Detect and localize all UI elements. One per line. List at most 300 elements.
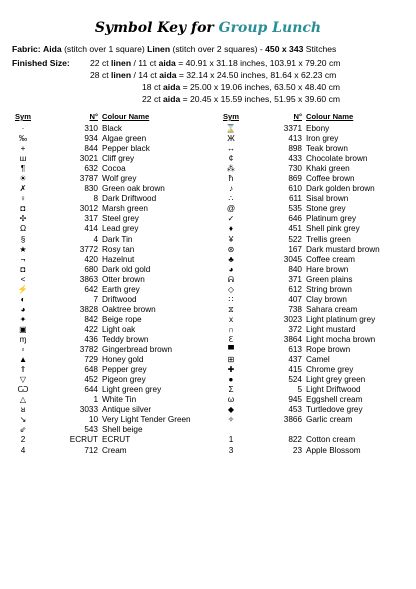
table-row: [214, 134, 412, 144]
table-row: [6, 305, 206, 315]
table-row: [214, 325, 412, 335]
colour-name-cell: Coffee brown: [306, 174, 355, 184]
colour-number-cell: 945: [288, 395, 302, 405]
colour-name-cell: Earth grey: [102, 284, 140, 294]
symbol-cell: x: [228, 314, 234, 324]
colour-number-cell: 407: [288, 294, 302, 304]
table-row: [6, 285, 206, 295]
colour-name-cell: Teddy brown: [102, 334, 149, 344]
fs-dimensions: = 25.00 x 19.06 inches, 63.50 x 48.40 cm: [180, 82, 341, 92]
symbol-cell: ш: [19, 154, 27, 164]
colour-number-cell: 524: [288, 375, 302, 385]
colour-number-cell: 612: [288, 284, 302, 294]
table-row: [6, 245, 206, 255]
colour-name-cell: Otter brown: [102, 274, 145, 284]
symbol-cell: ¢: [228, 154, 234, 164]
colour-number-cell: 3828: [79, 304, 98, 314]
colour-name-cell: Garlic cream: [306, 415, 353, 425]
symbol-cell: ¥: [228, 234, 234, 244]
symbol-cell: △: [19, 395, 27, 405]
table-row: [6, 275, 206, 285]
table-row: [6, 425, 206, 435]
colour-name-cell: Rosy tan: [102, 244, 135, 254]
symbol-cell: 1: [228, 435, 234, 445]
colour-name-cell: String brown: [306, 284, 352, 294]
symbol-cell: ◘: [20, 264, 26, 274]
colour-name-cell: Pigeon grey: [102, 375, 146, 385]
colour-number-cell: 3772: [79, 244, 98, 254]
symbol-cell: ✦: [19, 314, 27, 324]
colour-number-cell: 3866: [283, 415, 302, 425]
symbol-cell: ⧖: [228, 304, 234, 314]
table-row: [214, 446, 412, 456]
colour-name-cell: Antique silver: [102, 405, 152, 415]
symbol-cell: ℇ: [228, 334, 234, 344]
symbol-cell: ∩: [228, 324, 234, 334]
colour-number-cell: 3782: [79, 345, 98, 355]
symbol-cell: ◐: [20, 294, 26, 304]
colour-number-cell: 452: [84, 375, 98, 385]
table-row: [6, 174, 206, 184]
colour-number-cell: 822: [288, 435, 302, 445]
fabric-linen: Linen: [147, 44, 171, 54]
colour-name-cell: Pepper black: [102, 144, 150, 154]
symbol-key-table-left: [6, 112, 206, 456]
stitches-word: Stitches: [305, 44, 337, 54]
table-row: [214, 144, 412, 154]
colour-number-cell: 712: [84, 445, 98, 455]
left-table-body: [6, 124, 206, 456]
symbol-cell: ᕱ: [227, 274, 235, 284]
table-row: [6, 255, 206, 265]
colour-name-cell: Stone grey: [306, 204, 346, 214]
colour-name-column-header: Colour Name: [102, 112, 150, 121]
colour-number-cell: 3012: [79, 204, 98, 214]
table-header-row: [214, 112, 412, 124]
colour-number-cell: 413: [288, 134, 302, 144]
table-row: [214, 194, 412, 204]
symbol-cell: ▫: [21, 345, 25, 355]
colour-name-cell: Turtledove grey: [306, 405, 363, 415]
colour-number-cell: 1: [93, 395, 98, 405]
colour-name-cell: Shell pink grey: [306, 224, 360, 234]
symbol-cell: ⇙: [19, 425, 27, 435]
colour-number-cell: 3021: [79, 154, 98, 164]
symbol-cell: ▽: [19, 375, 27, 385]
symbol-cell: +: [20, 144, 26, 154]
symbol-cell: ⊛: [227, 244, 235, 254]
table-row: [6, 265, 206, 275]
sym-column-header: Sym: [14, 112, 32, 121]
symbol-cell: 3: [228, 445, 234, 455]
colour-name-cell: Sisal brown: [306, 194, 349, 204]
symbol-cell: ♣: [228, 254, 234, 264]
table-row: [214, 365, 412, 375]
table-row: [6, 214, 206, 224]
symbol-cell: ✓: [227, 214, 235, 224]
title-prefix: Symbol Key for: [94, 20, 219, 36]
colour-name-cell: Light mustard: [306, 324, 356, 334]
colour-name-cell: Hazelnut: [102, 254, 135, 264]
colour-number-cell: 898: [288, 144, 302, 154]
table-row: [214, 184, 412, 194]
colour-name-cell: Hare brown: [306, 264, 349, 274]
colour-number-cell: 414: [84, 224, 98, 234]
symbol-key-table-right: [214, 112, 412, 456]
symbol-cell: 2: [20, 435, 26, 445]
colour-number-cell: 3864: [283, 334, 302, 344]
symbol-cell: ⌛: [225, 124, 237, 133]
fs-fabric-2: aida: [158, 58, 176, 68]
fabric-label: Fabric:: [12, 44, 41, 54]
table-row: [214, 275, 412, 285]
symbol-cell: ¬: [20, 254, 26, 264]
table-row: [6, 204, 206, 214]
colour-number-cell: 437: [288, 355, 302, 365]
colour-name-cell: White Tin: [102, 395, 137, 405]
colour-number-cell: 680: [84, 264, 98, 274]
colour-number-cell: 10: [88, 415, 98, 425]
fs-count: 22 ct: [90, 58, 112, 68]
table-row: [6, 134, 206, 144]
table-row: [6, 446, 206, 456]
fs-fabric: aida: [163, 82, 181, 92]
fabric-line: [12, 44, 336, 54]
colour-name-cell: Pepper grey: [102, 365, 147, 375]
fs-count-2: / 11 ct: [131, 58, 159, 68]
colour-name-cell: Marsh green: [102, 204, 148, 214]
colour-name-cell: Chrome grey: [306, 365, 354, 375]
sym-column-header: Sym: [222, 112, 240, 121]
symbol-cell: ¶: [20, 164, 26, 174]
colour-name-cell: Cotton cream: [306, 435, 356, 445]
table-row: [214, 415, 412, 425]
fabric-linen-note: (stitch over 2 squares): [172, 44, 258, 54]
colour-name-cell: Very Light Tender Green: [102, 415, 191, 425]
table-row: [214, 285, 412, 295]
colour-number-cell: 372: [288, 324, 302, 334]
symbol-cell: ☀: [19, 174, 27, 184]
colour-number-cell: 5: [297, 385, 302, 395]
colour-name-cell: Green oak brown: [102, 184, 165, 194]
colour-name-cell: Chocolate brown: [306, 154, 368, 164]
table-row: [6, 415, 206, 425]
colour-number-cell: 648: [84, 365, 98, 375]
colour-number-cell: 840: [288, 264, 302, 274]
table-row: [214, 315, 412, 325]
colour-name-cell: Lead grey: [102, 224, 139, 234]
symbol-cell: ♀: [19, 194, 27, 204]
symbol-cell: Σ: [228, 385, 234, 395]
table-row: [6, 345, 206, 355]
fabric-dash: -: [259, 44, 263, 54]
symbol-cell: <: [20, 274, 26, 284]
table-row: [6, 335, 206, 345]
colour-number-cell: 646: [288, 214, 302, 224]
fs-fabric: linen: [111, 58, 132, 68]
colour-name-cell: Trellis green: [306, 234, 351, 244]
colour-number-cell: 371: [288, 274, 302, 284]
colour-name-cell: Light platinum grey: [306, 314, 376, 324]
colour-number-cell: 844: [84, 144, 98, 154]
fabric-aida: Aida: [43, 44, 62, 54]
symbol-cell: ♪: [228, 184, 234, 194]
colour-name-cell: Cliff grey: [102, 154, 135, 164]
finished-size-row: [142, 82, 340, 92]
colour-number-cell: 642: [84, 284, 98, 294]
symbol-cell: [214, 425, 248, 435]
colour-name-cell: Dark Driftwood: [102, 194, 157, 204]
symbol-cell: ✧: [227, 415, 235, 425]
table-row: [214, 395, 412, 405]
colour-number-cell: ECRUT: [69, 435, 98, 445]
table-row: [214, 335, 412, 345]
table-row: [6, 235, 206, 245]
colour-number-cell: 433: [288, 154, 302, 164]
colour-number-cell: 644: [84, 385, 98, 395]
table-row: [6, 164, 206, 174]
table-row: [214, 214, 412, 224]
table-row: [6, 144, 206, 154]
page-title: [0, 20, 416, 36]
fs-count: 18 ct: [142, 82, 164, 92]
colour-name-cell: Oaktree brown: [102, 304, 156, 314]
colour-number-cell: 535: [288, 204, 302, 214]
colour-number-cell: 522: [288, 234, 302, 244]
table-row: [214, 224, 412, 234]
colour-number-cell: 23: [292, 445, 302, 455]
symbol-cell: ↘: [19, 415, 27, 425]
colour-number-cell: 436: [84, 334, 98, 344]
colour-number-cell: 610: [288, 184, 302, 194]
colour-number-cell: 738: [288, 304, 302, 314]
symbol-cell: ħ: [228, 174, 234, 184]
symbol-cell: ω: [227, 395, 235, 405]
symbol-cell: ⚡: [17, 284, 29, 294]
table-row: [214, 235, 412, 245]
colour-name-cell: Eggshell cream: [306, 395, 363, 405]
colour-name-cell: Dark old gold: [102, 264, 151, 274]
colour-name-cell: Beige rope: [102, 314, 142, 324]
number-column-header: N°: [89, 112, 98, 121]
symbol-cell: ∷: [228, 294, 234, 304]
symbol-cell: Ѡ: [17, 385, 29, 395]
title-pattern-name: Group Lunch: [218, 20, 322, 36]
symbol-cell: @: [226, 204, 236, 214]
colour-number-cell: 3023: [283, 314, 302, 324]
symbol-cell: ᴚ: [20, 405, 26, 415]
colour-name-cell: Light Driftwood: [306, 385, 361, 395]
colour-name-cell: [306, 425, 412, 435]
colour-name-cell: Rope brown: [306, 345, 351, 355]
colour-number-cell: 869: [288, 174, 302, 184]
symbol-cell: ⊞: [227, 355, 235, 365]
table-row: [6, 405, 206, 415]
colour-number-cell: 4: [93, 234, 98, 244]
colour-name-cell: Gingerbread brown: [102, 345, 173, 355]
colour-number-cell: 8: [93, 194, 98, 204]
table-row: [214, 375, 412, 385]
fs-fabric: linen: [111, 70, 132, 80]
symbol-cell: Ж: [227, 134, 235, 144]
colour-name-cell: Teak brown: [306, 144, 348, 154]
colour-number-cell: 310: [84, 124, 98, 133]
colour-name-cell: Iron grey: [306, 134, 339, 144]
symbol-cell: ✣: [19, 214, 27, 224]
colour-name-cell: Light mocha brown: [306, 334, 376, 344]
finished-size-row: [90, 70, 336, 80]
symbol-cell: ◘: [20, 204, 26, 214]
colour-name-cell: Wolf grey: [102, 174, 137, 184]
colour-number-cell: 934: [84, 134, 98, 144]
table-row: [6, 124, 206, 134]
colour-name-cell: Light green grey: [102, 385, 162, 395]
symbol-cell: ɱ: [19, 334, 27, 344]
colour-number-cell: 3863: [79, 274, 98, 284]
fs-dimensions: = 32.14 x 24.50 inches, 81.64 x 62.23 cm: [176, 70, 337, 80]
table-header-row: [6, 112, 206, 124]
table-row: [6, 355, 206, 365]
table-row: [214, 295, 412, 305]
colour-number-cell: 415: [288, 365, 302, 375]
symbol-cell: ⁂: [226, 164, 236, 174]
fs-count: 28 ct: [90, 70, 112, 80]
colour-name-cell: Camel: [306, 355, 330, 365]
table-row: [214, 425, 412, 435]
table-row: [214, 164, 412, 174]
colour-name-cell: Platinum grey: [306, 214, 357, 224]
table-row: [6, 315, 206, 325]
colour-number-cell: 613: [288, 345, 302, 355]
symbol-cell: ✚: [227, 365, 235, 375]
colour-name-cell: Cream: [102, 445, 127, 455]
symbol-cell: ✗: [19, 184, 27, 194]
colour-name-cell: Driftwood: [102, 294, 137, 304]
table-row: [214, 405, 412, 415]
table-row: [214, 385, 412, 395]
table-row: [6, 184, 206, 194]
fs-count: 22 ct: [142, 94, 164, 104]
colour-number-cell: 543: [84, 425, 98, 435]
right-table-body: [214, 124, 412, 456]
symbol-cell: ‰: [18, 134, 28, 144]
colour-number-cell: 7: [93, 294, 98, 304]
colour-number-cell: 167: [288, 244, 302, 254]
colour-name-cell: Dark golden brown: [306, 184, 375, 194]
symbol-cell: ↔: [226, 144, 236, 154]
table-row: [214, 245, 412, 255]
colour-number-cell: 830: [84, 184, 98, 194]
symbol-cell: Ω: [19, 224, 27, 234]
colour-name-cell: Shell beige: [102, 425, 143, 435]
colour-number-cell: 3371: [283, 124, 302, 133]
symbol-cell: ∴: [228, 194, 234, 204]
finished-size-row: [90, 58, 340, 68]
colour-name-cell: Algae green: [102, 134, 147, 144]
colour-name-cell: Clay brown: [306, 294, 347, 304]
fs-fabric-2: aida: [159, 70, 177, 80]
table-row: [214, 345, 412, 355]
table-row: [6, 435, 206, 445]
colour-number-cell: 842: [84, 314, 98, 324]
colour-name-cell: ECRUT: [102, 435, 131, 445]
colour-number-cell: 3033: [79, 405, 98, 415]
table-row: [6, 224, 206, 234]
colour-name-cell: Black: [102, 124, 123, 133]
colour-name-cell: Honey gold: [102, 355, 144, 365]
fs-fabric: aida: [163, 94, 181, 104]
table-row: [6, 385, 206, 395]
colour-number-cell: 422: [84, 324, 98, 334]
table-row: [6, 395, 206, 405]
colour-number-cell: 420: [84, 254, 98, 264]
colour-name-cell: Khaki green: [306, 164, 350, 174]
fabric-aida-note: (stitch over 1 square): [64, 44, 145, 54]
table-row: [214, 204, 412, 214]
symbol-cell: ▣: [19, 324, 27, 334]
symbol-cell: ▀: [228, 345, 234, 355]
table-row: [6, 325, 206, 335]
finished-size-row: [142, 94, 340, 104]
table-row: [214, 255, 412, 265]
table-row: [214, 355, 412, 365]
symbol-cell: ▲: [18, 355, 28, 365]
colour-number-cell: 730: [288, 164, 302, 174]
colour-name-cell: Steel grey: [102, 214, 139, 224]
colour-name-cell: Dark Tin: [102, 234, 133, 244]
table-row: [214, 265, 412, 275]
symbol-cell: ◆: [227, 405, 235, 415]
colour-number-cell: 317: [84, 214, 98, 224]
symbol-cell: ●: [228, 375, 234, 385]
table-row: [6, 295, 206, 305]
table-row: [214, 305, 412, 315]
symbol-cell: ·: [21, 124, 25, 133]
colour-number-cell: 729: [84, 355, 98, 365]
table-row: [6, 375, 206, 385]
colour-name-cell: Cocoa: [102, 164, 126, 174]
colour-name-cell: Dark mustard brown: [306, 244, 380, 254]
symbol-cell: ◇: [227, 284, 235, 294]
colour-number-cell: 451: [288, 224, 302, 234]
colour-number-cell: [248, 425, 306, 435]
table-row: [214, 124, 412, 134]
stitch-count: 450 x 343: [265, 44, 304, 54]
colour-name-cell: Sahara cream: [306, 304, 358, 314]
colour-number-cell: 3787: [79, 174, 98, 184]
symbol-cell: §: [20, 234, 26, 244]
colour-number-cell: 453: [288, 405, 302, 415]
table-row: [214, 435, 412, 445]
colour-name-cell: Green plains: [306, 274, 353, 284]
table-row: [6, 365, 206, 375]
colour-name-column-header: Colour Name: [306, 112, 354, 121]
colour-name-cell: Ebony: [306, 124, 330, 133]
table-row: [6, 194, 206, 204]
symbol-cell: ★: [19, 244, 27, 254]
colour-name-cell: Light grey green: [306, 375, 366, 385]
fs-dimensions: = 20.45 x 15.59 inches, 51.95 x 39.60 cm: [180, 94, 341, 104]
symbol-cell: ◕: [20, 304, 26, 314]
colour-number-cell: 632: [84, 164, 98, 174]
colour-number-cell: 611: [288, 194, 302, 204]
finished-size-label: Finished Size:: [12, 58, 70, 68]
colour-name-cell: Coffee cream: [306, 254, 355, 264]
fs-dimensions: = 40.91 x 31.18 inches, 103.91 x 79.20 cm: [175, 58, 341, 68]
table-row: [6, 154, 206, 164]
colour-name-cell: Apple Blossom: [306, 445, 361, 455]
table-row: [214, 174, 412, 184]
